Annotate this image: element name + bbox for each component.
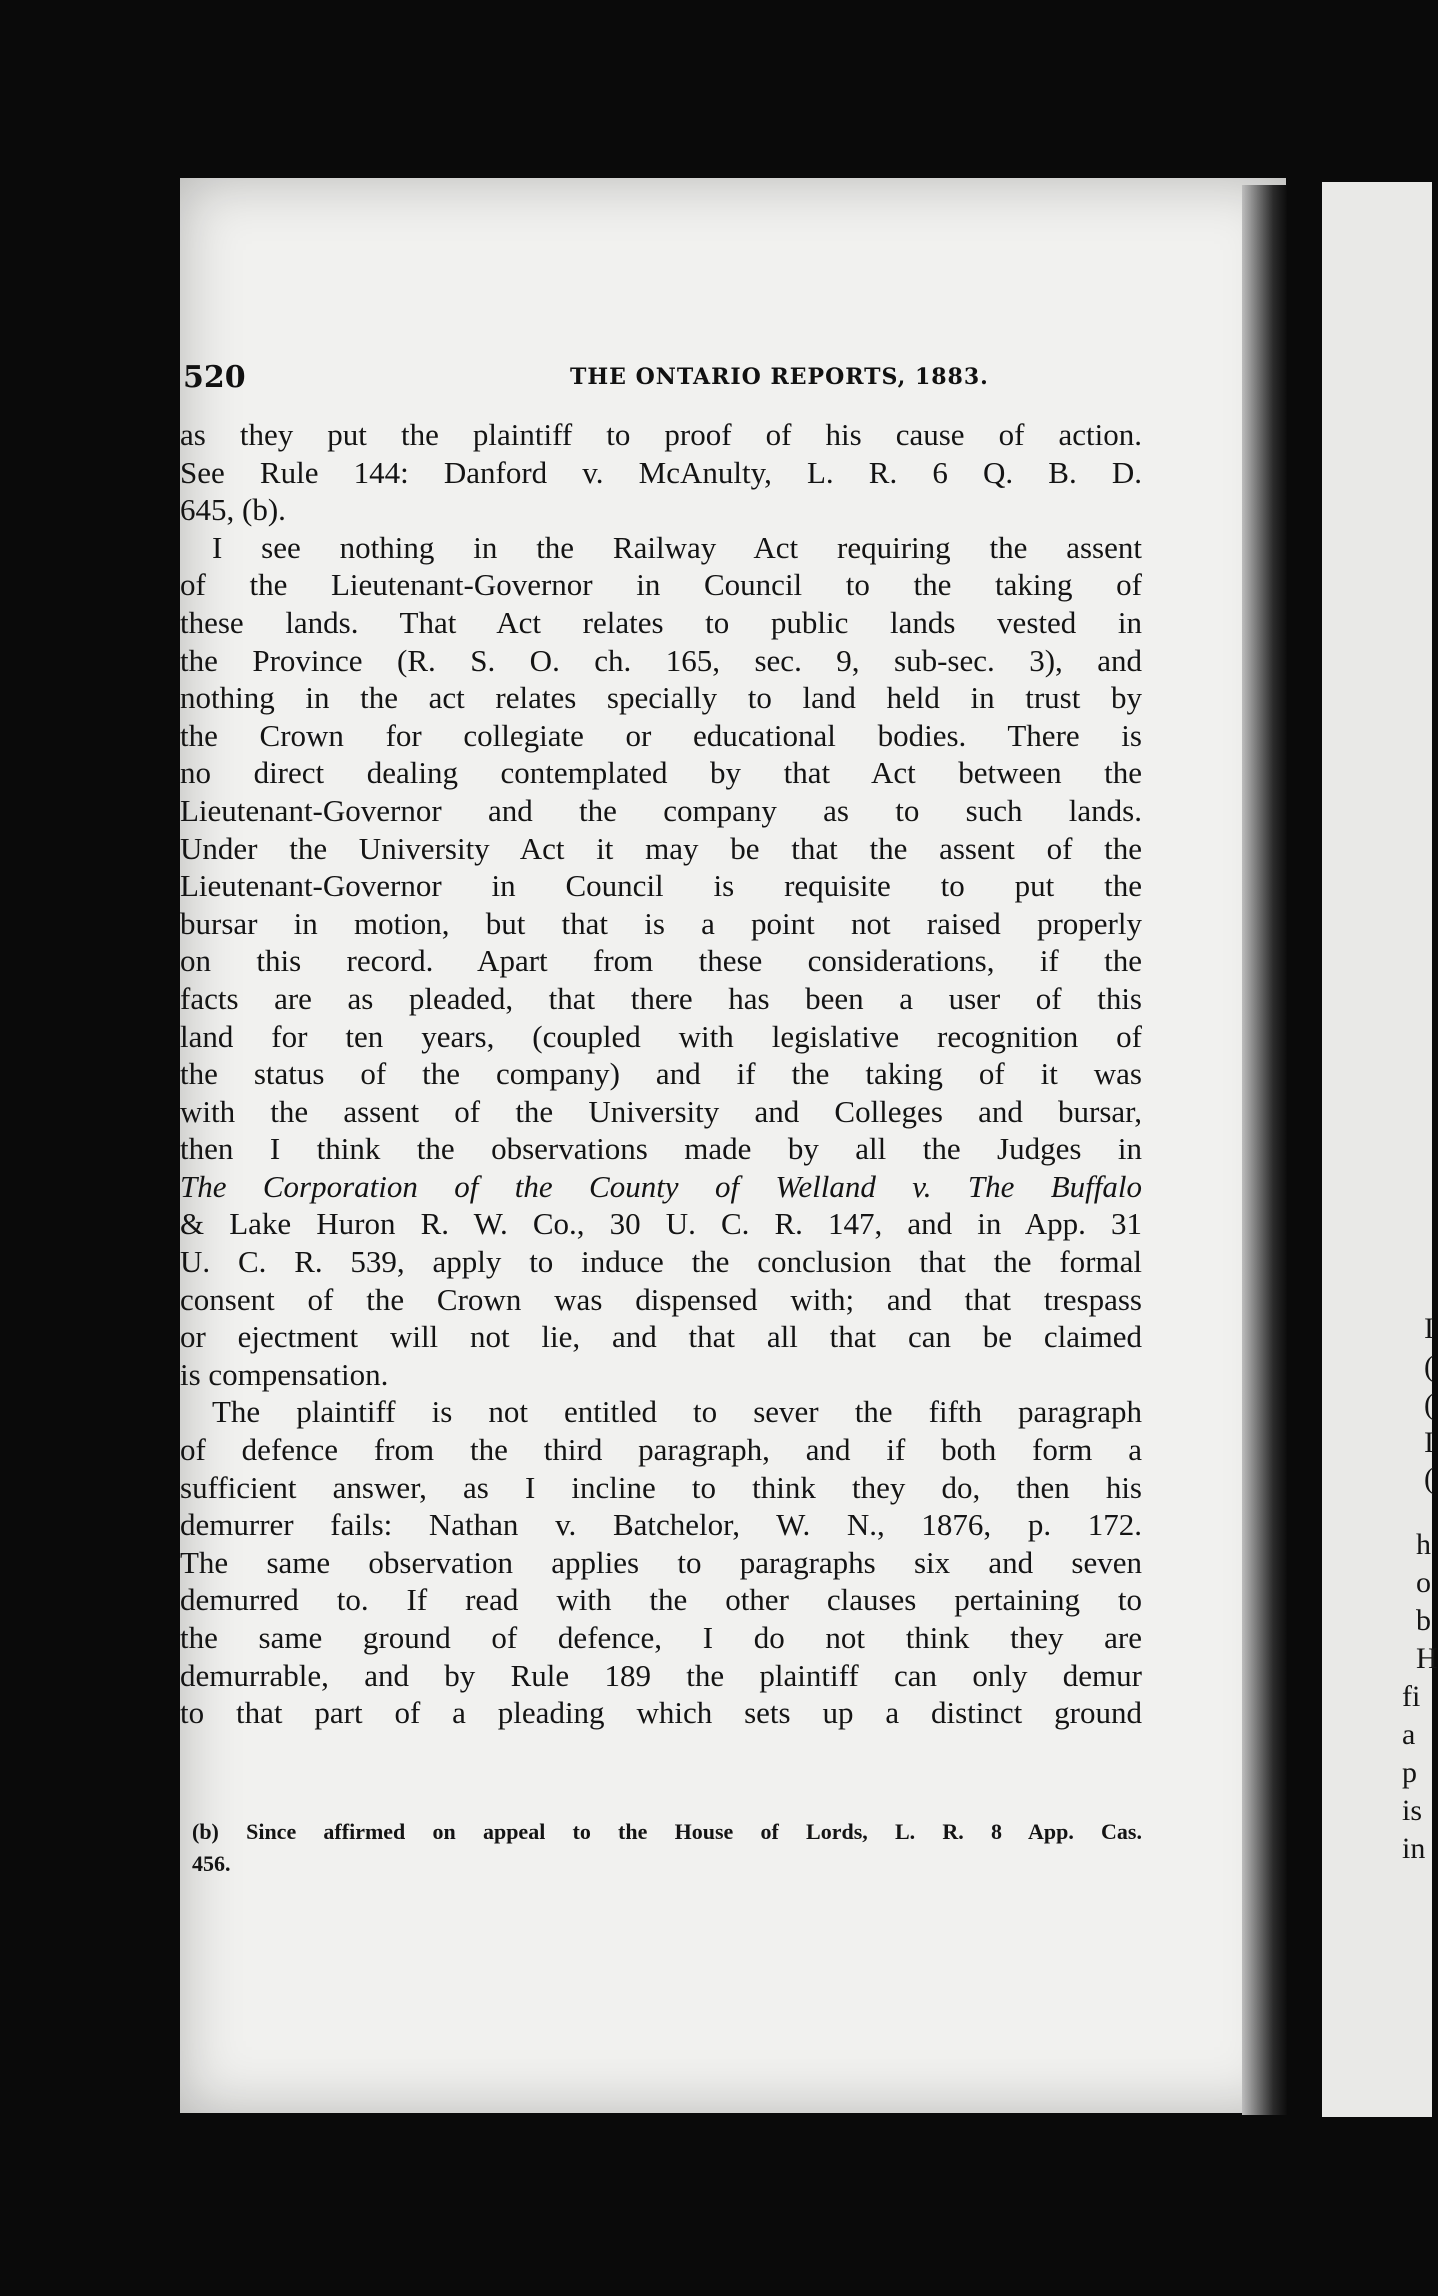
facing-page-fragment: in bbox=[1402, 1832, 1426, 1865]
footnote bbox=[192, 1816, 1142, 1880]
text-line: The plaintiff is not entitled to sever the fifth paragraph bbox=[212, 1394, 1142, 1430]
text-line: See Rule 144: Danford v. McAnulty, L. R. 6 Q. B. D. bbox=[180, 454, 1142, 490]
facing-page-fragment: p bbox=[1402, 1756, 1417, 1789]
text-line: with the assent of the University and Colleges and bursar, bbox=[180, 1093, 1142, 1129]
facing-page-fragment: I bbox=[1424, 1312, 1434, 1345]
book-gutter bbox=[1242, 185, 1287, 2115]
text-line: U. C. R. 539, apply to induce the conclusion that the formal bbox=[180, 1244, 1142, 1280]
text-line: the Crown for collegiate or educational bodies. There is bbox=[180, 717, 1142, 753]
facing-page-fragment: H bbox=[1416, 1642, 1438, 1675]
text-line: as they put the plaintiff to proof of his cause of action. bbox=[180, 417, 1142, 452]
text-line: demurrable, and by Rule 189 the plaintiff can only demur bbox=[180, 1657, 1142, 1693]
facing-page-fragment: ( bbox=[1424, 1350, 1434, 1383]
text-line: facts are as pleaded, that there has been a user of this bbox=[180, 980, 1142, 1016]
text-line: the status of the company) and if the taking of it was bbox=[180, 1056, 1142, 1092]
text-line: Under the University Act it may be that the assent of the bbox=[180, 830, 1142, 866]
body-text bbox=[180, 416, 1142, 1732]
text-line: is compensation. bbox=[180, 1356, 389, 1392]
text-line: I see nothing in the Railway Act requiring the assent bbox=[212, 529, 1142, 565]
text-line: Lieutenant-Governor and the company as to such lands. bbox=[180, 792, 1142, 828]
text-line: the Province (R. S. O. ch. 165, sec. 9, sub-sec. 3), and bbox=[180, 642, 1142, 678]
footnote-line: (b) Since affirmed on appeal to the House of Lords, L. R. 8 App. Cas. bbox=[192, 1819, 1142, 1844]
text-line: nothing in the act relates specially to land held in trust by bbox=[180, 680, 1142, 716]
text-line: consent of the Crown was dispensed with; and that trespass bbox=[180, 1281, 1142, 1317]
text-line: on this record. Apart from these considerations, if the bbox=[180, 943, 1142, 979]
text-line: or ejectment will not lie, and that all that can be claimed bbox=[180, 1319, 1142, 1355]
text-line: & Lake Huron R. W. Co., 30 U. C. R. 147, and in App. 31 bbox=[180, 1206, 1142, 1242]
text-line: sufficient answer, as I incline to think they do, then his bbox=[180, 1469, 1142, 1505]
facing-page-fragment: o bbox=[1416, 1566, 1431, 1599]
text-line: of defence from the third paragraph, and if both form a bbox=[180, 1432, 1142, 1468]
text-line: The same observation applies to paragraphs six and seven bbox=[180, 1544, 1142, 1580]
facing-page-fragment: ( bbox=[1424, 1462, 1434, 1495]
facing-page-fragment: b bbox=[1416, 1604, 1431, 1637]
text-line: the same ground of defence, I do not think they are bbox=[180, 1620, 1142, 1655]
text-line: demurrer fails: Nathan v. Batchelor, W. N., 1876, p. 172. bbox=[180, 1507, 1142, 1543]
text-line: of the Lieutenant-Governor in Council to the taking of bbox=[180, 567, 1142, 603]
facing-page-fragment: fi bbox=[1402, 1680, 1421, 1713]
page-number: 520 bbox=[183, 360, 246, 395]
text-line: then I think the observations made by all the Judges in bbox=[180, 1131, 1142, 1167]
facing-page-fragment: h bbox=[1416, 1528, 1431, 1561]
facing-page-fragment: I bbox=[1424, 1426, 1434, 1459]
text-line: no direct dealing contemplated by that Act between the bbox=[180, 755, 1142, 791]
text-line: 645, (b). bbox=[180, 492, 286, 528]
footnote-line: 456. bbox=[192, 1851, 231, 1876]
facing-page-fragment: a bbox=[1402, 1718, 1416, 1751]
facing-page-fragment: ( bbox=[1424, 1388, 1434, 1421]
facing-page-fragment: is bbox=[1402, 1794, 1423, 1827]
text-line: bursar in motion, but that is a point not raised properly bbox=[180, 905, 1142, 941]
text-line: to that part of a pleading which sets up a distinct ground bbox=[180, 1695, 1142, 1731]
text-line: demurred to. If read with the other clauses pertaining to bbox=[180, 1582, 1142, 1618]
text-line: these lands. That Act relates to public lands vested in bbox=[180, 604, 1142, 640]
running-head: THE ONTARIO REPORTS, 1883. bbox=[570, 364, 989, 390]
text-line: land for ten years, (coupled with legislative recognition of bbox=[180, 1018, 1142, 1054]
text-line: The Corporation of the County of Welland v. The Buffalo bbox=[180, 1168, 1142, 1204]
text-line: Lieutenant-Governor in Council is requisite to put the bbox=[180, 868, 1142, 904]
